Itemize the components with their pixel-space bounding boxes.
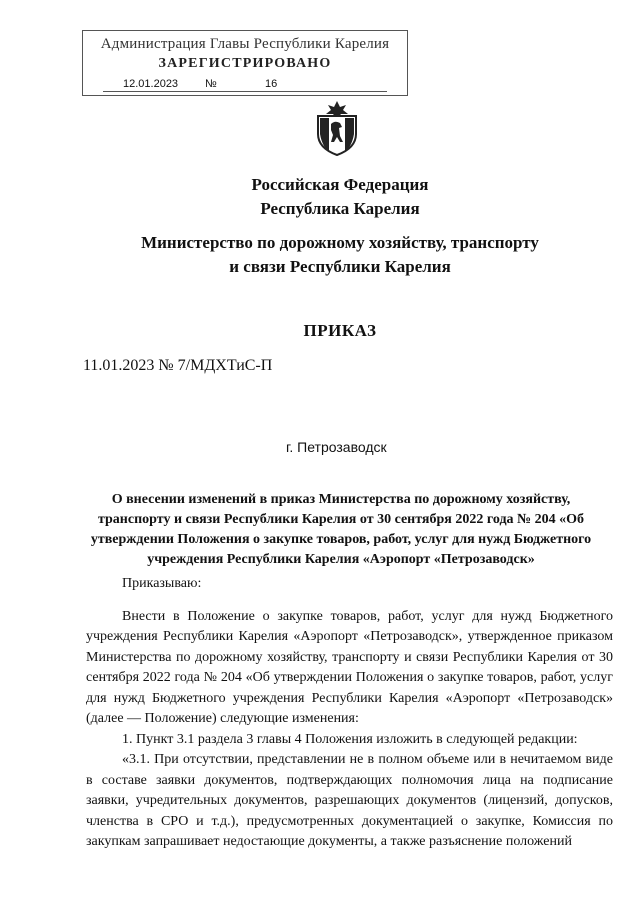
- country-name: Российская Федерация: [251, 175, 429, 194]
- ministry-header: [0, 231, 640, 279]
- registration-stamp: [82, 30, 408, 96]
- order-body: [86, 574, 613, 853]
- order-word: Приказываю:: [122, 576, 202, 591]
- order-title: ПРИКАЗ: [303, 321, 377, 340]
- stamp-underline: [103, 91, 387, 92]
- stamp-number: 16: [265, 78, 278, 90]
- republic-name: Республика Карелия: [260, 199, 420, 218]
- body-item-1: 1. Пункт 3.1 раздела 3 главы 4 Положения изложить в следующей редакции:: [122, 731, 578, 747]
- stamp-status: ЗАРЕГИСТРИРОВАНО: [158, 56, 332, 71]
- body-paragraph-2: «3.1. При отсутствии, представлении не в полном объеме или в нечитаемом виде в составе заявки документов, подтверждающих полномочия лица на подписание заявки, учредительных документов, разрешающих документов (лицензий, допусков, членства в СРО и т.д.), предусмотренных документацией о закупке, Комиссия по закупкам запрашивает недостающие документы, а также разъяснение положений: [86, 752, 613, 849]
- ministry-line-2: и связи Республики Карелия: [229, 257, 451, 276]
- order-city: г. Петрозаводск: [286, 439, 387, 455]
- body-paragraph-1: Внести в Положение о закупке товаров, работ, услуг для нужд Бюджетного учреждения Республики Карелия «Аэропорт «Петрозаводск», утвержденное приказом Министерства по дорожному хозяйству, транспорту и связи Республики Карелия от 30 сентября 2022 года № 204 «Об утверждении Положения о закупке товаров, работ, услуг для нужд Бюджетного учреждения Республики Карелия «Аэропорт «Петрозаводск» (далее — Положение) следующие изменения:: [86, 608, 613, 726]
- stamp-date: 12.01.2023: [123, 78, 179, 90]
- stamp-organization: Администрация Главы Республики Карелия: [100, 36, 390, 52]
- order-subject: О внесении изменений в приказ Министерства по дорожному хозяйству, транспорту и связи Республики Карелия от 30 сентября 2022 года № 204 «Об утверждении Положения о закупке товаров, работ, услуг для нужд Бюджетного учреждения Республики Карелия «Аэропорт «Петрозаводск»: [90, 492, 592, 567]
- order-date-number: 11.01.2023 № 7/МДХТиС-П: [83, 357, 273, 374]
- stamp-number-sign: №: [205, 78, 217, 90]
- country-header: [0, 173, 640, 221]
- ministry-line-1: Министерство по дорожному хозяйству, транспорту: [141, 233, 539, 252]
- coat-of-arms-icon: [314, 100, 360, 156]
